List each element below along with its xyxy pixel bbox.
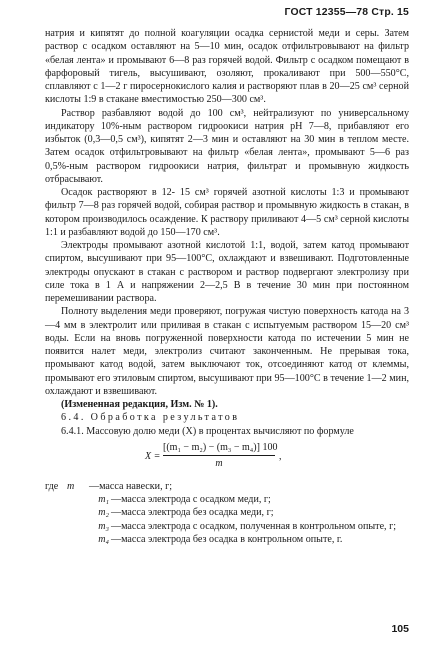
formula [45, 441, 409, 477]
paragraph: натрия и кипятят до полной коагуляции осадка сернистой меди и серы. Затем раствор с осадком оставляют на 5—10 мин, осадок отфильтровывают на фильтр «белая лента» и промывают 6—8 раз горячей водой. Фильтр с осадком помещают в фарфоровый тигель, высушивают, озоляют, прокаливают при 500—550°С, сплавляют с 1—2 г пиросернокислого калия и растворяют плав в 20—25 см³ серной кислоты 1:9 в стакане вместимостью 250—300 см³. [45, 28, 409, 106]
page-number: 105 [391, 623, 409, 635]
paragraph: Полноту выделения меди проверяют, погружая чистую поверхность катода на 3—4 мм в электролит или приливая в стакан с испытуемым раствором 15—20 см³ воды. Если на вновь погруженной поверхности катода по истечении 5 мин не появится налет меди, электролиз считают законченным. Не прерывая тока, промывают катод водой, затем выключают ток, отсоединяют катод от клеммы, промывают его этиловым спиртом, высушивают при 95—100°С в течение 1—2 мин, охлаждают и взвешивают. [45, 306, 409, 397]
formula-numerator: [(m₁ − m₂) − (m₃ − m₄)] 100 [163, 441, 275, 456]
section-title: 6.4. Обработка результатов [61, 412, 240, 424]
definition-item [45, 533, 409, 546]
definition-text: —масса электрода с осадком, полученная в контрольном опыте, г; [111, 520, 397, 532]
where-label: где [45, 480, 59, 492]
definition-item [45, 506, 409, 519]
definition-text: —масса электрода без осадка меди, г; [111, 507, 274, 519]
definition-term: m₂ [98, 507, 109, 519]
definition-term: m₃ [98, 520, 109, 532]
paragraph: Раствор разбавляют водой до 100 см³, нейтрализуют по универсальному индикатору 10%-ным раствором гидроокиси натрия рН 7—8, прибавляют его избыток (0,3—0,5 см³), кипятят 2—3 мин и оставляют на 30 мин в теплом месте. Затем осадок отфильтровывают на фильтр «белая лента», промывают 5—6 раз 0,5%-ным раствором гидроокиси натрия, фильтрат и промывную жидкость отбрасывают. [45, 107, 409, 185]
clause-text: 6.4.1. Массовую долю меди (X) в процентах вычисляют по формуле [61, 425, 354, 437]
definition-term: m [67, 480, 75, 492]
page-header: ГОСТ 12355—78 Стр. 15 [284, 7, 409, 18]
definition-term: m₄ [98, 533, 109, 545]
definition-term: m₁ [98, 494, 109, 505]
definition-text: —масса электрода без осадка в контрольном опыте, г. [111, 533, 343, 545]
paragraph: Электроды промывают азотной кислотой 1:1, водой, затем катод промывают спиртом, высушивают при 95—100°С, охлаждают и взвешивают. Подготовленные электроды опускают в стакан с раствором и раствор подвергают электролизу при силе тока в 1 А и напряжении 2—2,5 В в течение 30 мин при постоянном перемешивании раствора. [45, 240, 409, 304]
document-body [45, 27, 409, 546]
definition-item [45, 520, 409, 533]
definition-item [45, 480, 409, 493]
edition-note: (Измененная редакция, Изм. № 1). [61, 399, 218, 410]
definition-item [45, 493, 409, 506]
definition-text: —масса электрода с осадком меди, г; [111, 494, 271, 505]
formula-comma: , [279, 450, 282, 462]
paragraph: Осадок растворяют в 12- 15 см³ горячей азотной кислоты 1:3 и промывают фильтр 7—8 раз горячей водой, собирая раствор и промывную жидкость в стакан, в котором производилось осаждение. К раствору приливают 4—5 см³ серной кислоты 1:1 и разбавляют водой до 150—170 см³. [45, 187, 409, 238]
formula-denominator: m [215, 458, 223, 469]
formula-lhs: X = [145, 450, 161, 462]
definition-text: —масса навески, г; [89, 480, 173, 492]
formula-fraction [163, 441, 278, 471]
definitions-list [45, 480, 409, 546]
